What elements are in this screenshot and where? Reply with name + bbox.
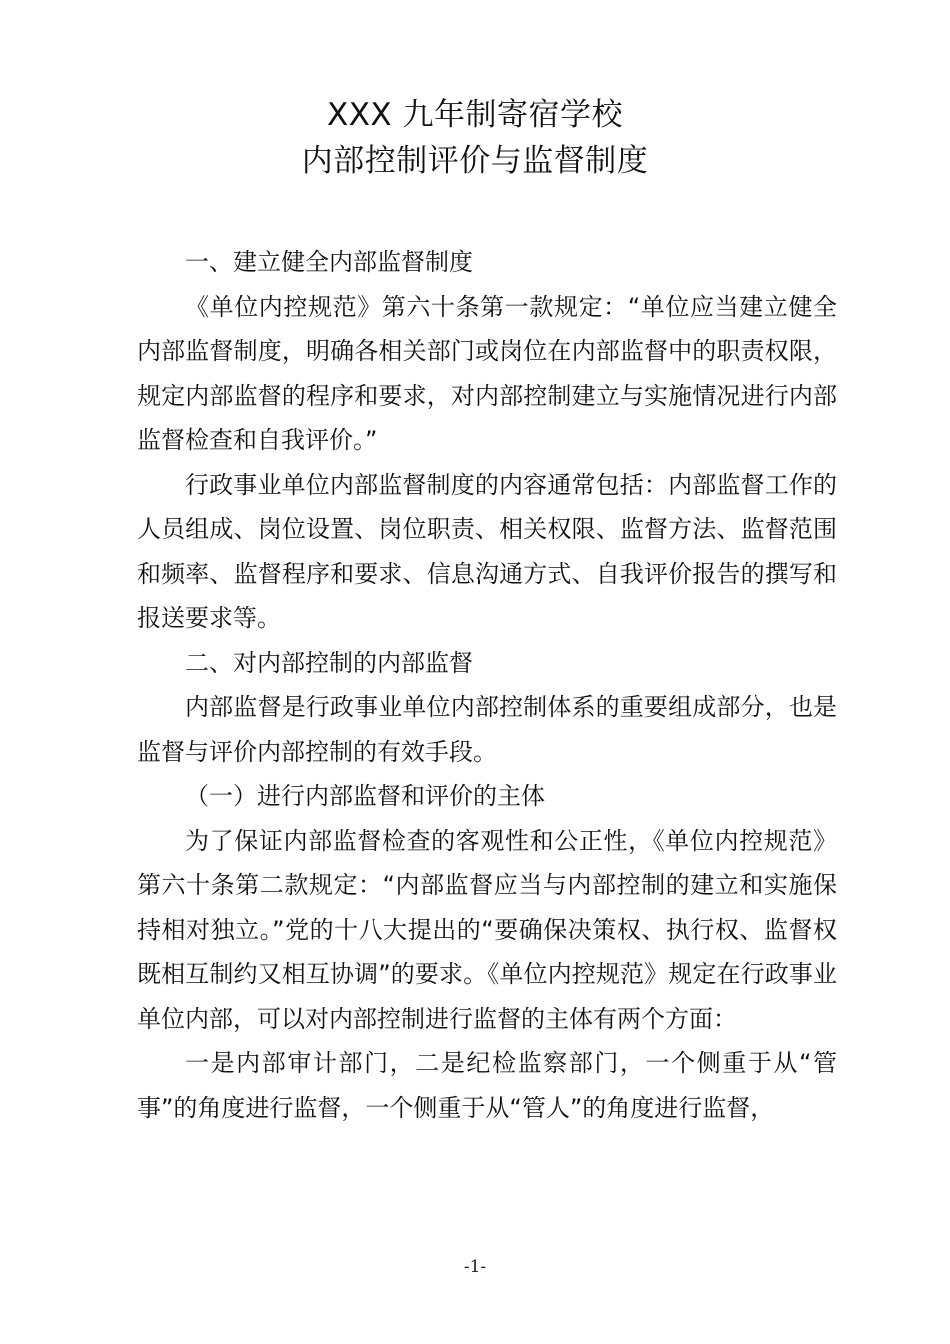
paragraph-internal-supervision: 内部监督是行政事业单位内部控制体系的重要组成部分，也是监督与评价内部控制的有效手段。 [137, 693, 837, 766]
paragraph-supervision-contents: 行政事业单位内部监督制度的内容通常包括：内部监督工作的人员组成、岗位设置、岗位职责、相关权限、监督方法、监督范围和频率、监督程序和要求、信息沟通方式、自我评价报告的撰写和报送要求等。 [137, 470, 837, 632]
document-body [137, 240, 837, 1130]
paragraph-two-departments: 一是内部审计部门，二是纪检监察部门，一个侧重于从“管事”的角度进行监督，一个侧重于从“管人”的角度进行监督， [137, 1049, 837, 1122]
title-line-school: XXX 九年制寄宿学校 [326, 97, 624, 133]
paragraph-independence: 为了保证内部监督检查的客观性和公正性，《单位内控规范》第六十条第二款规定：“内部监督应当与内部控制的建立和实施保持相对独立。”党的十八大提出的“要确保决策权、执行权、监督权既相互制约又相互协调”的要求。《单位内控规范》规定在行政事业单位内部，可以对内部控制进行监督的主体有两个方面： [137, 826, 837, 1033]
title-line-regulation: 内部控制评价与监督制度 [301, 143, 649, 179]
paragraph-quote-article-60: 《单位内控规范》第六十条第一款规定：“单位应当建立健全内部监督制度，明确各相关部门或岗位在内部监督中的职责权限，规定内部监督的程序和要求，对内部控制建立与实施情况进行内部监督检查和自我评价。” [137, 292, 837, 454]
section-heading-1: 一、建立健全内部监督制度 [185, 248, 473, 276]
document-title [0, 92, 950, 184]
section-heading-2: 二、对内部控制的内部监督 [185, 648, 473, 677]
page-number: -1- [463, 1257, 487, 1277]
subsection-heading-1: （一）进行内部监督和评价的主体 [185, 782, 545, 810]
